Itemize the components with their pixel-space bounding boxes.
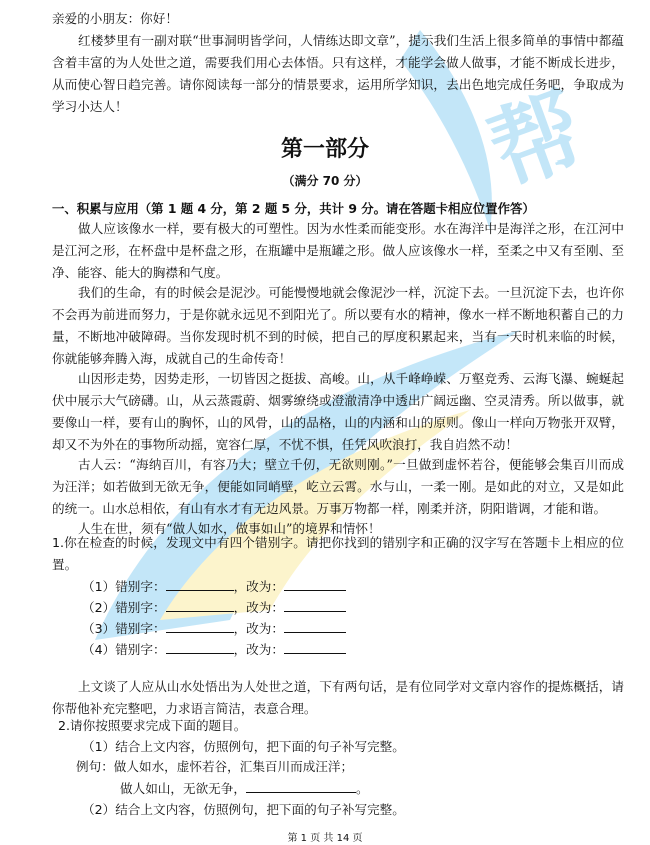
- q1-fix-blank[interactable]: [284, 597, 346, 612]
- passage-paragraph-3: 山因形走势，因势走形，一切皆因之挺拔、高峻。山，从千峰峥嵘、万壑竞秀、云海飞瀑、蜿蜒起伏中展示大气磅礴。山，从云蒸霞蔚、烟雾缭绕或澄澈清净中透出广阔远幽、空灵清秀。所以做事，就要像山一样，要有山的胸怀，山的风骨，山的品格，山的内涵和山的原则。像山一样向万物张开双臂，却又不为外在的事物所动摇，宽容仁厚，不忧不惧，任凭风吹浪打，我自岿然不动！: [52, 371, 624, 452]
- watermark-char: 帮: [476, 76, 598, 206]
- q1-wrong-blank[interactable]: [166, 576, 234, 591]
- question-2-part-1: （1）结合上文内容，仿照例句，把下面的句子补写完整。: [82, 739, 405, 754]
- q1-num: （1）: [82, 579, 116, 594]
- intro-paragraph: 红楼梦里有一副对联“世事洞明皆学问，人情练达即文章”，提示我们生活上很多简单的事情中都蕴含着丰富的为人处世之道，需要我们用心去体悟。只有这样，才能学会做人做事，才能不断成长进步，从而使心智日趋完善。请你阅读每一部分的情景要求，运用所学知识，去出色地完成任务吧，争取成为学习小达人！: [52, 33, 624, 114]
- q1-wrong-blank[interactable]: [166, 618, 234, 633]
- q1-num: （2）: [82, 600, 116, 615]
- q1-wrong-blank[interactable]: [166, 639, 234, 654]
- q1-fix-label: ，改为：: [233, 621, 284, 636]
- greeting: 亲爱的小朋友：你好！: [52, 11, 178, 26]
- example-fill-blank[interactable]: [246, 778, 356, 793]
- passage-paragraph-2: 我们的生命，有的时候会是泥沙。可能慢慢地就会像泥沙一样，沉淀下去。一旦沉淀下去，也许你不会再为前进而努力，于是你就永远见不到阳光了。所以要有水的精神，像水一样不断地积蓄自己的力量，不断地冲破障碍。当你发现时机不到的时候，把自己的厚度积累起来，当有一天时机来临的时候，你就能够奔腾入海，成就自己的生命传奇！: [52, 285, 624, 366]
- example-sentence: 做人如水，虚怀若谷，汇集百川而成汪洋；: [113, 759, 354, 774]
- q1-fix-blank[interactable]: [284, 618, 346, 633]
- example-line: [76, 757, 353, 777]
- example-fill-prefix: 做人如山，无欲无争，: [120, 781, 246, 796]
- q1-wrong-label: 错别字：: [115, 642, 166, 657]
- part-score: （满分 70 分）: [282, 174, 368, 188]
- q1-wrong-blank[interactable]: [166, 597, 234, 612]
- q1-num: （3）: [82, 621, 116, 636]
- summary-note: 上文谈了人应从山水处悟出为人处世之道，下有两句话，是有位同学对文章内容作的提炼概括，请你帮他补充完整吧，力求语言简洁，表意合理。: [52, 679, 624, 716]
- q1-item-2: [82, 597, 346, 618]
- example-label: 例句：: [76, 759, 114, 774]
- q1-fix-label: ，改为：: [233, 642, 284, 657]
- section-heading: 一、积累与应用（第 1 题 4 分，第 2 题 5 分，共计 9 分。请在答题卡相应位置作答）: [52, 201, 535, 216]
- q1-item-1: [82, 576, 346, 597]
- q1-wrong-label: 错别字：: [115, 621, 166, 636]
- q1-fix-label: ，改为：: [233, 600, 284, 615]
- q1-fix-blank[interactable]: [284, 576, 346, 591]
- part-title: 第一部分: [280, 137, 369, 162]
- q1-item-4: [82, 639, 346, 660]
- question-2-part-2: （2）结合上文内容，仿照例句，把下面的句子补写完整。: [82, 802, 405, 817]
- q1-wrong-label: 错别字：: [115, 600, 166, 615]
- q1-fix-blank[interactable]: [284, 639, 346, 654]
- passage-paragraph-4: 古人云：“海纳百川，有容乃大；壁立千仞，无欲则刚。”一旦做到虚怀若谷，便能够会集百川而成为汪洋；如若做到无欲无争，便能如同峭壁，屹立云霄。水与山，一柔一刚。是如此的对立，又是如此的统一。山水总相依，有山有水才有无边风景。万事万物都一样，刚柔并济，阴阳谐调，才能和谐。: [52, 457, 624, 516]
- example-fill-suffix: 。: [355, 781, 369, 796]
- page-footer: 第 1 页 共 14 页: [287, 833, 363, 844]
- question-2: 2.请你按照要求完成下面的题目。: [58, 718, 247, 733]
- question-1: 1.你在检查的时候，发现文中有四个错别字。请把你找到的错别字和正确的汉字写在答题卡上相应的位置。: [52, 535, 624, 572]
- q1-wrong-label: 错别字：: [115, 579, 166, 594]
- passage-paragraph-5: 人生在世，须有“做人如水，做事如山”的境界和情怀！: [78, 521, 381, 536]
- q1-num: （4）: [82, 642, 116, 657]
- example-fill-line: [120, 778, 369, 799]
- passage-paragraph-1: 做人应该像水一样，要有极大的可塑性。因为水性柔而能变形。水在海洋中是海洋之形，在江河中是江河之形，在杯盘中是杯盘之形，在瓶罐中是瓶罐之形。做人应该像水一样，至柔之中又有至刚、至净、能容、能大的胸襟和气度。: [52, 221, 624, 280]
- q1-fix-label: ，改为：: [233, 579, 284, 594]
- q1-item-3: [82, 618, 346, 639]
